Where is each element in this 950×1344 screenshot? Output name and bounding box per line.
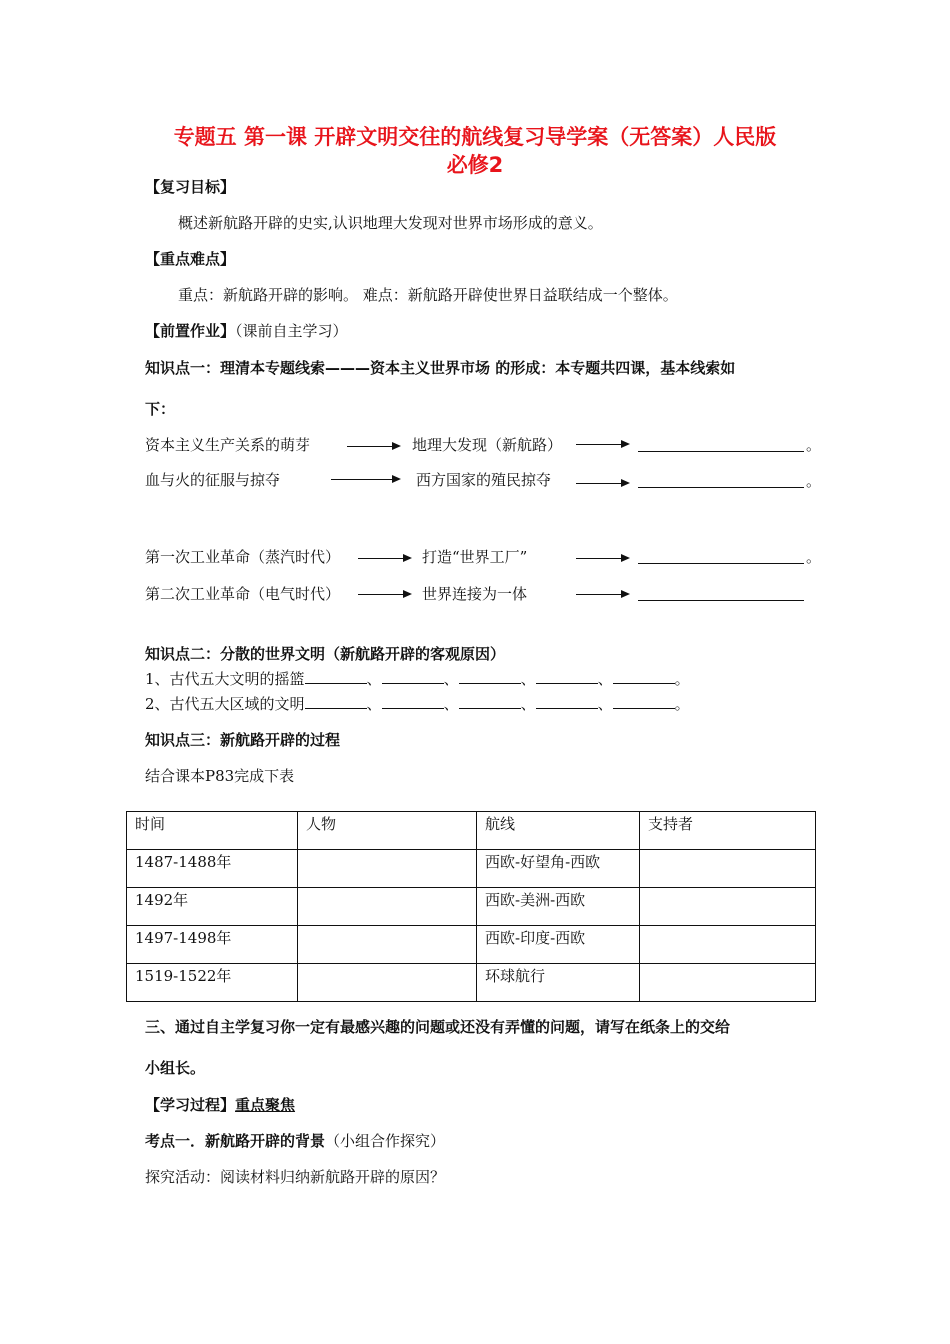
clue-row3-end: 。 — [806, 548, 822, 566]
fill-blank[interactable] — [638, 451, 804, 452]
study-process-line — [145, 1094, 295, 1116]
point2-heading: 知识点二：分散的世界文明（新航路开辟的客观原因） — [145, 645, 506, 663]
fill-blank[interactable] — [305, 694, 367, 709]
table-cell-blank[interactable] — [298, 926, 477, 964]
table-row — [127, 888, 816, 926]
clue-row1-end: 。 — [806, 436, 822, 454]
arrow-right-icon — [358, 594, 410, 595]
table-cell: 1519-1522年 — [127, 964, 298, 1002]
fill-blank[interactable] — [638, 563, 804, 564]
table-cell: 1487-1488年 — [127, 850, 298, 888]
focus-label: 重点聚焦 — [235, 1096, 296, 1114]
point3-instruction: 结合课本P83完成下表 — [145, 767, 295, 785]
table-cell: 西欧-印度-西欧 — [477, 926, 640, 964]
arrow-right-icon — [331, 479, 399, 480]
arrow-right-icon — [576, 558, 628, 559]
voyage-table — [126, 811, 816, 1002]
pre-homework-heading: 【前置作业】 — [145, 322, 236, 340]
arrow-right-icon — [358, 558, 410, 559]
table-header-cell: 航线 — [477, 812, 640, 850]
fill-blank[interactable] — [613, 669, 675, 684]
table-cell: 环球航行 — [477, 964, 640, 1002]
exam-point1-line — [145, 1130, 445, 1152]
section3-line1: 三、通过自主学复习你一定有最感兴趣的问题或还没有弄懂的问题，请写在纸条上的交给 — [145, 1018, 731, 1036]
table-cell-blank[interactable] — [298, 888, 477, 926]
clue-row2-start: 血与火的征服与掠夺 — [145, 471, 281, 489]
point2-item1-label: 1、古代五大文明的摇篮 — [145, 670, 305, 688]
fill-blank[interactable] — [638, 487, 804, 488]
table-cell-blank[interactable] — [640, 926, 816, 964]
fill-blank[interactable] — [459, 694, 521, 709]
document-title-line1: 专题五 第一课 开辟文明交往的航线复习导学案（无答案）人民版 — [173, 125, 777, 149]
table-header-cell: 人物 — [298, 812, 477, 850]
review-goal-text: 概述新航路开辟的史实,认识地理大发现对世界市场形成的意义。 — [178, 214, 603, 232]
clue-row2-end: 。 — [806, 472, 822, 490]
table-row — [127, 926, 816, 964]
key-difficulty-text: 重点：新航路开辟的影响。 难点：新航路开辟使世界日益联结成一个整体。 — [178, 286, 678, 304]
fill-blank[interactable] — [382, 669, 444, 684]
table-cell-blank[interactable] — [298, 964, 477, 1002]
arrow-right-icon — [347, 446, 399, 447]
table-row — [127, 850, 816, 888]
table-row — [127, 964, 816, 1002]
fill-blank[interactable] — [613, 694, 675, 709]
fill-blank[interactable] — [459, 669, 521, 684]
fill-blank[interactable] — [536, 694, 598, 709]
separator: 、 — [443, 695, 459, 713]
fill-blank[interactable] — [382, 694, 444, 709]
table-cell-blank[interactable] — [640, 888, 816, 926]
key-difficulty-heading: 【重点难点】 — [145, 250, 236, 268]
table-cell: 1497-1498年 — [127, 926, 298, 964]
section3-line2: 小组长。 — [145, 1059, 206, 1077]
separator: 、 — [366, 695, 382, 713]
clue-row3-start: 第一次工业革命（蒸汽时代） — [145, 548, 341, 566]
point2-item2 — [145, 693, 690, 715]
table-header-cell: 时间 — [127, 812, 298, 850]
arrow-right-icon — [576, 444, 628, 445]
table-header-cell: 支持者 — [640, 812, 816, 850]
table-header-row — [127, 812, 816, 850]
period: 。 — [674, 670, 690, 688]
point2-item2-label: 2、古代五大区域的文明 — [145, 695, 305, 713]
clue-row2-middle: 西方国家的殖民掠夺 — [416, 471, 552, 489]
separator: 、 — [443, 670, 459, 688]
exam-point1-heading: 考点一．新航路开辟的背景 — [145, 1132, 326, 1150]
separator: 、 — [597, 695, 613, 713]
fill-blank[interactable] — [305, 669, 367, 684]
table-cell: 1492年 — [127, 888, 298, 926]
separator: 、 — [366, 670, 382, 688]
clue-row4-start: 第二次工业革命（电气时代） — [145, 585, 341, 603]
review-goal-heading: 【复习目标】 — [145, 178, 236, 196]
pre-homework-line — [145, 320, 348, 342]
table-cell-blank[interactable] — [640, 850, 816, 888]
fill-blank[interactable] — [638, 600, 804, 601]
table-cell: 西欧-好望角-西欧 — [477, 850, 640, 888]
table-cell-blank[interactable] — [298, 850, 477, 888]
separator: 、 — [520, 695, 536, 713]
separator: 、 — [597, 670, 613, 688]
study-process-heading: 【学习过程】 — [145, 1096, 236, 1114]
clue-row1-middle: 地理大发现（新航路） — [412, 436, 563, 454]
clue-row4-middle: 世界连接为一体 — [422, 585, 528, 603]
clue-row3-middle: 打造“世界工厂” — [422, 548, 528, 566]
arrow-right-icon — [576, 483, 628, 484]
table-cell-blank[interactable] — [640, 964, 816, 1002]
clue-row1-start: 资本主义生产关系的萌芽 — [145, 436, 311, 454]
point3-heading: 知识点三：新航路开辟的过程 — [145, 731, 341, 749]
inquiry-activity: 探究活动：阅读材料归纳新航路开辟的原因？ — [145, 1168, 446, 1186]
fill-blank[interactable] — [536, 669, 598, 684]
document-title-line2: 必修2 — [446, 153, 504, 177]
arrow-right-icon — [576, 594, 628, 595]
point2-item1 — [145, 668, 690, 690]
period: 。 — [674, 695, 690, 713]
pre-homework-note: （课前自主学习） — [235, 322, 348, 340]
table-cell: 西欧-美洲-西欧 — [477, 888, 640, 926]
exam-point1-note: （小组合作探究） — [325, 1132, 446, 1150]
point1-heading-line1: 知识点一：理清本专题线索———资本主义世界市场 的形成：本专题共四课，基本线索如 — [145, 359, 736, 377]
separator: 、 — [520, 670, 536, 688]
point1-heading-line2: 下： — [145, 400, 176, 418]
